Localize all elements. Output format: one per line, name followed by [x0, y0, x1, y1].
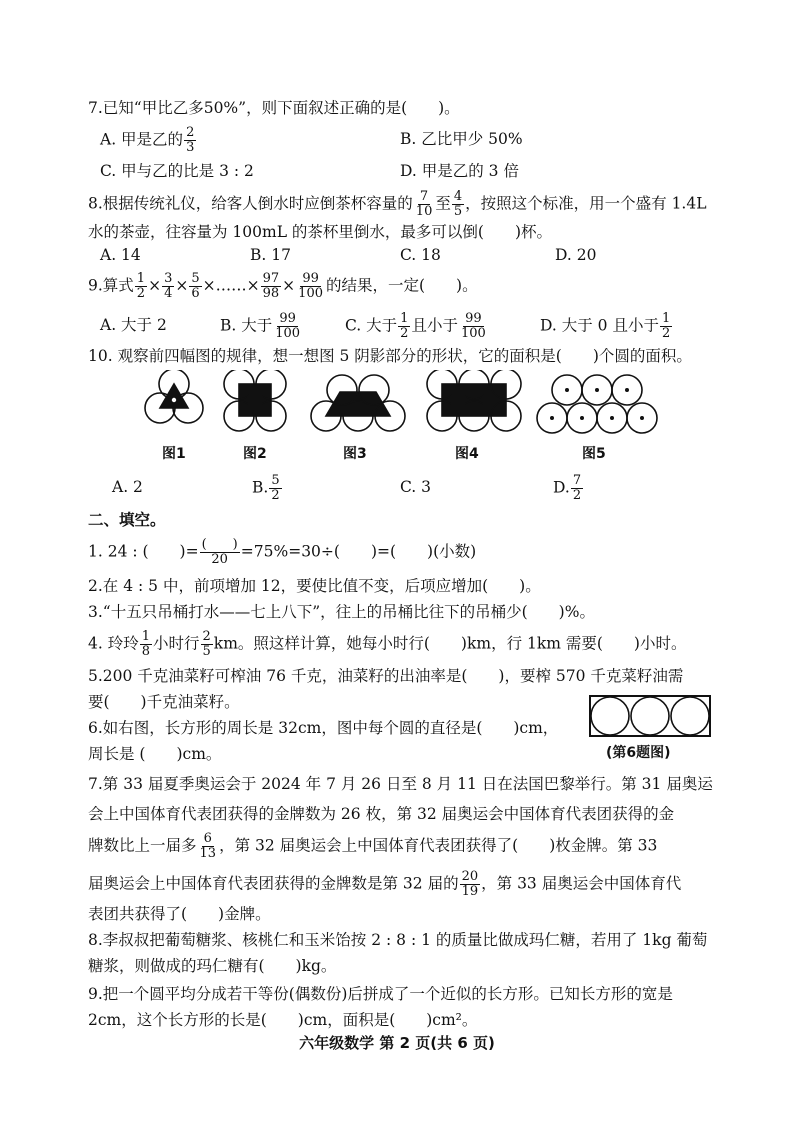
denominator: 2 [572, 488, 582, 503]
f7-line5 [88, 902, 734, 926]
times-sign: × [175, 276, 189, 295]
q9-text-a: 9.算式 [88, 276, 134, 295]
f7-line4 [88, 870, 734, 899]
page-footer: 六年级数学 第 2 页(共 6 页) [299, 1034, 495, 1052]
q7-stem-text: 7.已知“甲比乙多50%”，则下面叙述正确的是( )。 [88, 99, 460, 117]
f7-text-4a: 届奥运会上中国体育代表团获得的金牌数是第 32 届的 [88, 874, 459, 893]
q10-a-text: A. 2 [112, 478, 143, 496]
q8-stem-line1 [88, 190, 734, 219]
f3 [88, 600, 734, 624]
q10-option-d [553, 474, 584, 503]
q10-option-a [112, 474, 143, 500]
f8-text-a: 8.李叔叔把葡萄糖浆、核桃仁和玉米饴按 2 : 8 : 1 的质量比做成玛仁糖，若用了 1kg 葡萄 [88, 931, 708, 949]
q9-b-text: B. 大于 [220, 316, 273, 335]
q9-fraction-1 [135, 272, 147, 301]
f6-caption: (第6题图) [606, 745, 671, 761]
q10-stem-text: 10. 观察前四幅图的规律，想一想图 5 阴影部分的形状，它的面积是( )个圆的面积。 [88, 347, 692, 365]
denominator: 2 [136, 286, 146, 301]
q8-stem-line2 [88, 220, 734, 244]
numerator: 20 [461, 869, 479, 884]
f4-text-a: 4. 玲玲 [88, 634, 139, 653]
q8-option-b [250, 242, 291, 268]
f1-text-b: =75%=30÷( )=( )(小数) [240, 542, 477, 561]
q9-stem [88, 272, 734, 301]
f2-text: 2.在 4 : 5 中，前项增加 12，要使比值不变，后项应增加( )。 [88, 577, 541, 595]
f6-line1 [88, 716, 574, 740]
q9-option-c [345, 312, 489, 341]
q9-a-text: A. 大于 2 [100, 316, 167, 334]
q7-option-c [100, 158, 254, 184]
f9-text-a: 9.把一个圆平均分成若干等份(偶数份)后拼成了一个近似的长方形。已知长方形的宽是 [88, 985, 673, 1003]
q9-fraction-3 [189, 272, 201, 301]
figure-3 [311, 375, 405, 431]
q9-b-fraction [273, 312, 302, 341]
numerator: ( ) [201, 537, 238, 552]
f6-text-b: 周长是 ( )cm。 [88, 745, 222, 763]
q10-b-text: B. [252, 478, 269, 497]
f1 [88, 538, 734, 567]
figure-2 [224, 370, 286, 431]
f7-fraction-1 [198, 832, 219, 861]
denominator: 2 [271, 488, 280, 503]
numerator: 2 [202, 629, 211, 644]
q10-option-b [252, 474, 283, 503]
f5-line1 [88, 664, 734, 688]
denominator: 8 [141, 644, 150, 659]
numerator: 99 [302, 271, 319, 286]
numerator: 3 [164, 271, 173, 286]
f7-text-5: 表团共获得了( )金牌。 [88, 905, 271, 923]
caption-fig1: 图1 [162, 446, 186, 462]
f7-text-4b: ，第 33 届奥运会中国体育代 [481, 874, 682, 893]
q7-d-text: D. 甲是乙的 3 倍 [400, 162, 519, 180]
q7-a-text: A. 甲是乙的 [100, 130, 184, 149]
q8-a-text: A. 14 [100, 246, 141, 264]
rectangle [590, 696, 710, 736]
times-sign: × [282, 276, 296, 295]
f7-text-1: 7.第 33 届夏季奥运会于 2024 年 7 月 26 日至 8 月 11 日在法国巴黎举行。第 31 届奥运 [88, 775, 713, 793]
q9-c-mid: 且小于 [411, 316, 458, 335]
q10-d-text: D. [553, 478, 570, 497]
q8-b-text: B. 17 [250, 246, 291, 264]
q9-option-a [100, 312, 167, 338]
f1-fraction [200, 538, 240, 567]
numerator: 1 [400, 311, 409, 326]
q8-c-text: C. 18 [400, 246, 441, 264]
denominator: 13 [199, 846, 217, 861]
numerator: 97 [262, 271, 280, 286]
circle [671, 697, 709, 735]
circle [631, 697, 669, 735]
q9-c-text: C. 大于 [345, 316, 398, 335]
f4-text-mid: 小时行 [153, 634, 200, 653]
q9-c-fraction-2 [459, 312, 488, 341]
f1-text-a: 1. 24 : ( )= [88, 542, 199, 561]
q8-d-text: D. 20 [555, 246, 597, 264]
numerator: 6 [203, 831, 212, 846]
q9-d-text: D. 大于 0 且小于 [540, 316, 659, 335]
q7-option-b [400, 126, 523, 152]
f8-text-b: 糖浆，则做成的玛仁糖有( )kg。 [88, 957, 337, 975]
numerator: 1 [661, 311, 671, 326]
numerator: 5 [191, 271, 200, 286]
numerator: 1 [141, 629, 150, 644]
denominator: 19 [461, 884, 479, 899]
denominator: 2 [661, 326, 671, 341]
denominator: 6 [191, 286, 200, 301]
f5-text-b: 要( )千克油菜籽。 [88, 693, 240, 711]
q7-option-d [400, 158, 519, 184]
denominator: 5 [453, 204, 463, 219]
shaded-square [239, 384, 271, 416]
q10-d-fraction [571, 474, 583, 503]
q7-option-a [100, 126, 197, 155]
f7-line1 [88, 772, 734, 796]
q10-option-c [400, 474, 431, 500]
q10-c-text: C. 3 [400, 478, 432, 496]
q8-option-a [100, 242, 141, 268]
numerator: 99 [279, 311, 296, 326]
q7-a-fraction [184, 126, 196, 155]
q8-option-d [555, 242, 596, 268]
f8-line2 [88, 954, 734, 978]
numerator: 5 [271, 473, 280, 488]
denominator: 4 [164, 286, 173, 301]
figure-5 [537, 375, 657, 433]
q7-b-text: B. 乙比甲少 50% [400, 130, 523, 148]
numerator: 7 [419, 189, 429, 204]
f9-text-b: 2cm，这个长方形的长是( )cm，面积是( )cm²。 [88, 1011, 478, 1029]
section-title-fill-in: 二、填空。 [88, 511, 166, 529]
denominator: 20 [211, 552, 228, 567]
q9-fraction-2 [162, 272, 174, 301]
q9-option-d [540, 312, 673, 341]
q7-stem [88, 96, 734, 120]
caption-fig5: 图5 [582, 446, 606, 462]
f4-fraction-2 [201, 630, 213, 659]
q9-fraction-5 [296, 272, 325, 301]
q9-option-b [220, 312, 303, 341]
caption-fig2: 图2 [243, 446, 267, 462]
q8-option-c [400, 242, 441, 268]
f9-line2 [88, 1008, 734, 1032]
q8-fraction-2 [452, 190, 464, 219]
f4-fraction-1 [140, 630, 152, 659]
q8-text-b: ，按照这个标准，用一个盛有 1.4L [465, 194, 707, 213]
f6-text-a: 6.如右图，长方形的周长是 32cm，图中每个圆的直径是( )cm， [88, 719, 559, 737]
figure-4 [427, 370, 521, 431]
denominator: 100 [298, 286, 323, 301]
numerator: 1 [136, 271, 146, 286]
q9-fraction-4 [261, 272, 282, 301]
q10-stem [88, 344, 734, 368]
f7-text-3a: 牌数比上一届多 [88, 836, 197, 855]
f7-fraction-2 [460, 870, 481, 899]
caption-fig3: 图3 [343, 446, 367, 462]
denominator: 98 [262, 286, 280, 301]
f5-text-a: 5.200 千克油菜籽可榨油 76 千克，油菜籽的出油率是( )，要榨 570 千克菜籽油需 [88, 667, 684, 685]
denominator: 100 [275, 326, 301, 341]
denominator: 100 [460, 326, 486, 341]
times-sign: × [148, 276, 162, 295]
q10-b-fraction [269, 474, 281, 503]
f7-text-3b: ，第 32 届奥运会上中国体育代表团获得了( )枚金牌。第 33 [219, 836, 658, 855]
f6-figure [588, 694, 712, 738]
f4 [88, 630, 734, 659]
numerator: 7 [572, 473, 582, 488]
caption-fig4: 图4 [455, 446, 479, 462]
f7-line3 [88, 832, 734, 861]
numerator: 4 [453, 189, 463, 204]
figure-1 [145, 370, 203, 423]
f8-line1 [88, 928, 734, 952]
f6-line2 [88, 742, 574, 766]
q7-c-text: C. 甲与乙的比是 3 : 2 [100, 162, 254, 180]
f2 [88, 574, 734, 598]
q9-text-b: 的结果，一定( )。 [326, 276, 478, 295]
q8-text-mid: 至 [435, 194, 451, 213]
denominator: 10 [415, 204, 433, 219]
q8-text-c: 水的茶壶，往容量为 100mL 的茶杯里倒水，最多可以倒( )杯。 [88, 223, 553, 241]
denominator: 2 [400, 326, 409, 341]
q10-figures [140, 370, 700, 440]
f7-text-2: 会上中国体育代表团获得的金牌数为 26 枚，第 32 届奥运会中国体育代表团获得的金 [88, 805, 675, 823]
f9-line1 [88, 982, 734, 1006]
f4-text-b: km。照这样计算，她每小时行( )km，行 1km 需要( )小时。 [213, 634, 687, 653]
denominator: 3 [186, 140, 195, 155]
denominator: 5 [202, 644, 211, 659]
shaded-rectangle [442, 384, 506, 416]
circle [591, 697, 629, 735]
q8-fraction-1 [414, 190, 435, 219]
q9-c-fraction-1 [398, 312, 410, 341]
numerator: 2 [186, 125, 195, 140]
q8-text-a: 8.根据传统礼仪，给客人倒水时应倒茶杯容量的 [88, 194, 413, 213]
f7-line2 [88, 802, 734, 826]
q9-d-fraction [660, 312, 672, 341]
f3-text: 3.“十五只吊桶打水——七上八下”，往上的吊桶比往下的吊桶少( )%。 [88, 603, 595, 621]
q9-dots: ×……× [202, 276, 260, 295]
numerator: 99 [465, 311, 482, 326]
